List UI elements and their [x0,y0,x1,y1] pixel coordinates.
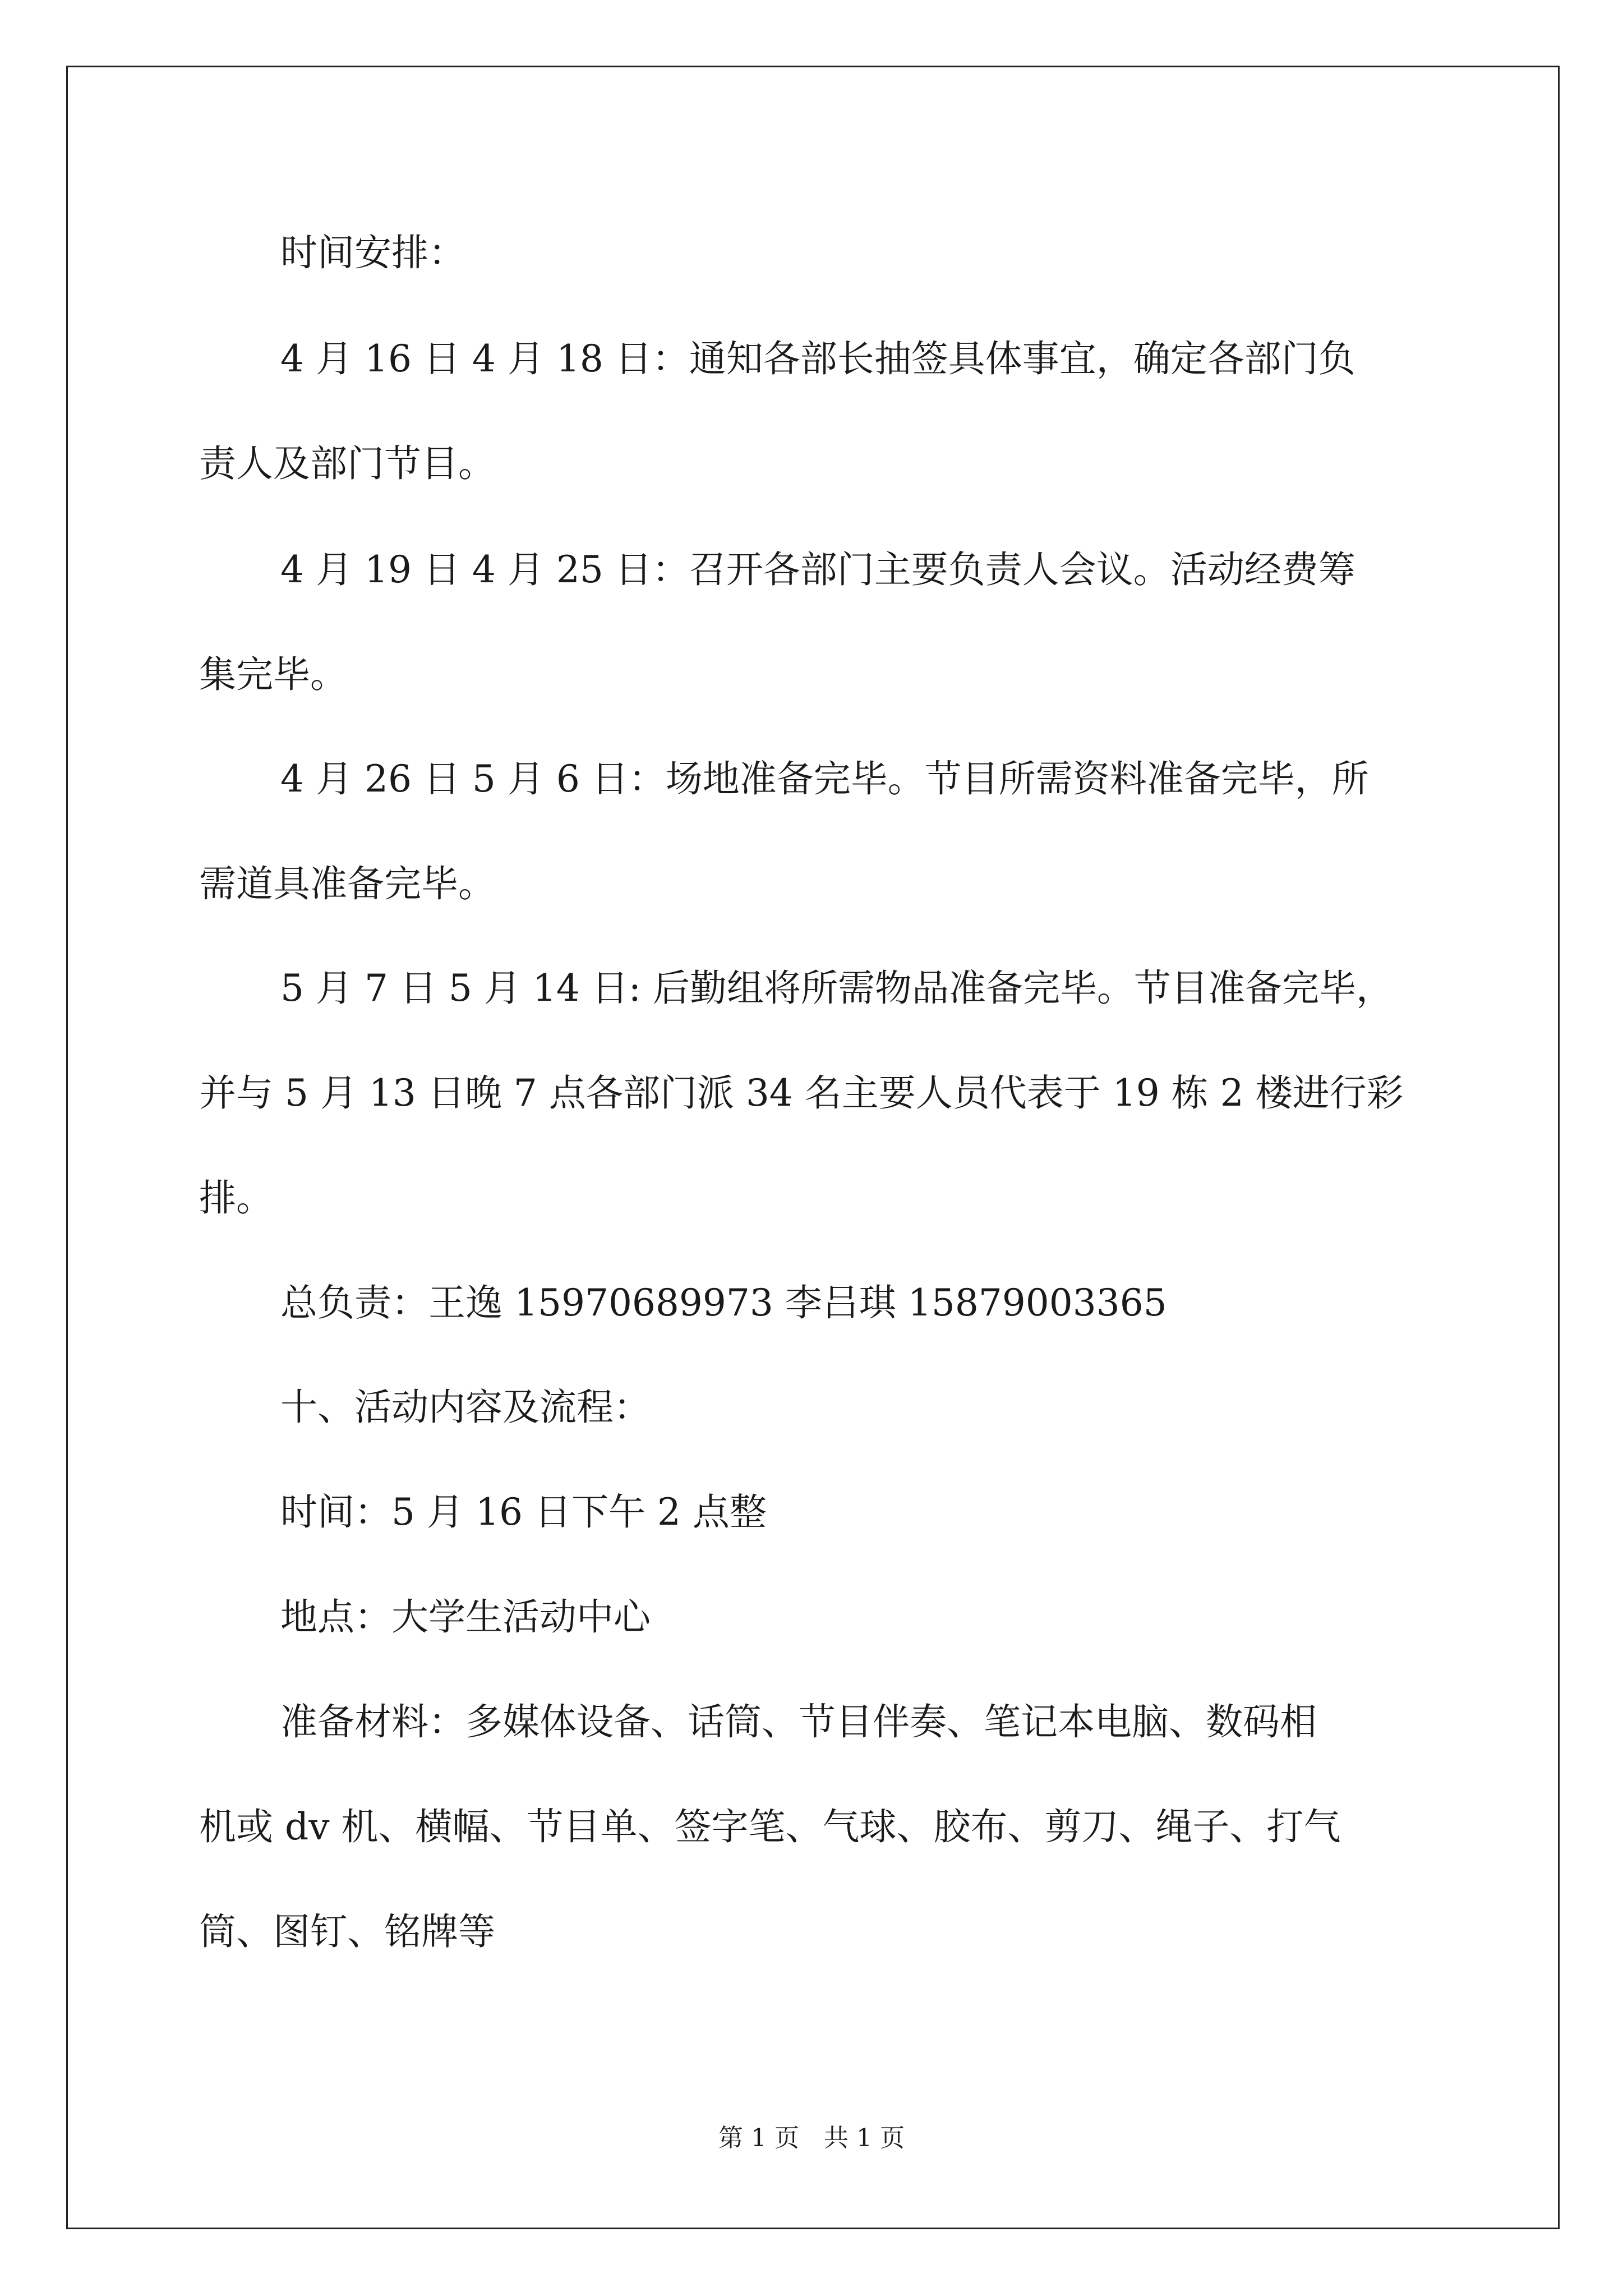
paragraph-line: 5 月 7 日 5 月 14 日: 后勤组将所需物品准备完毕。节目准备完毕， [280,967,1394,1010]
paragraph-line: 筒、图钉、铭牌等 [199,1910,495,1953]
paragraph-line: 集完毕。 [199,653,347,696]
paragraph-line: 4 月 19 日 4 月 25 日：召开各部门主要负责人会议。活动经费筹 [280,548,1355,591]
paragraph-line: 总负责：王逸 15970689973 李吕琪 15879003365 [280,1281,1167,1324]
paragraph-line: 责人及部门节目。 [199,442,495,485]
page-border [66,66,1560,2229]
paragraph-line: 十、活动内容及流程： [280,1386,651,1429]
paragraph-line: 排。 [199,1176,273,1220]
paragraph-line: 地点：大学生活动中心 [280,1595,651,1639]
paragraph-line: 4 月 26 日 5 月 6 日：场地准备完毕。节目所需资料准备完毕，所 [280,757,1369,800]
paragraph-line: 并与 5 月 13 日晚 7 点各部门派 34 名主要人员代表于 19 栋 2 楼进行彩 [199,1071,1404,1115]
paragraph-line: 时间安排： [280,231,465,274]
page-number-footer: 第 1 页 共 1 页 [718,2124,905,2152]
paragraph-line: 准备材料：多媒体设备、话筒、节目伴奏、笔记本电脑、数码相 [280,1700,1317,1743]
paragraph-line: 4 月 16 日 4 月 18 日：通知各部长抽签具体事宜，确定各部门负 [280,337,1355,380]
paragraph-line: 机或 dv 机、横幅、节目单、签字笔、气球、胶布、剪刀、绳子、打气 [199,1805,1341,1848]
paragraph-line: 需道具准备完毕。 [199,862,495,905]
paragraph-line: 时间：5 月 16 日下午 2 点整 [280,1490,767,1534]
